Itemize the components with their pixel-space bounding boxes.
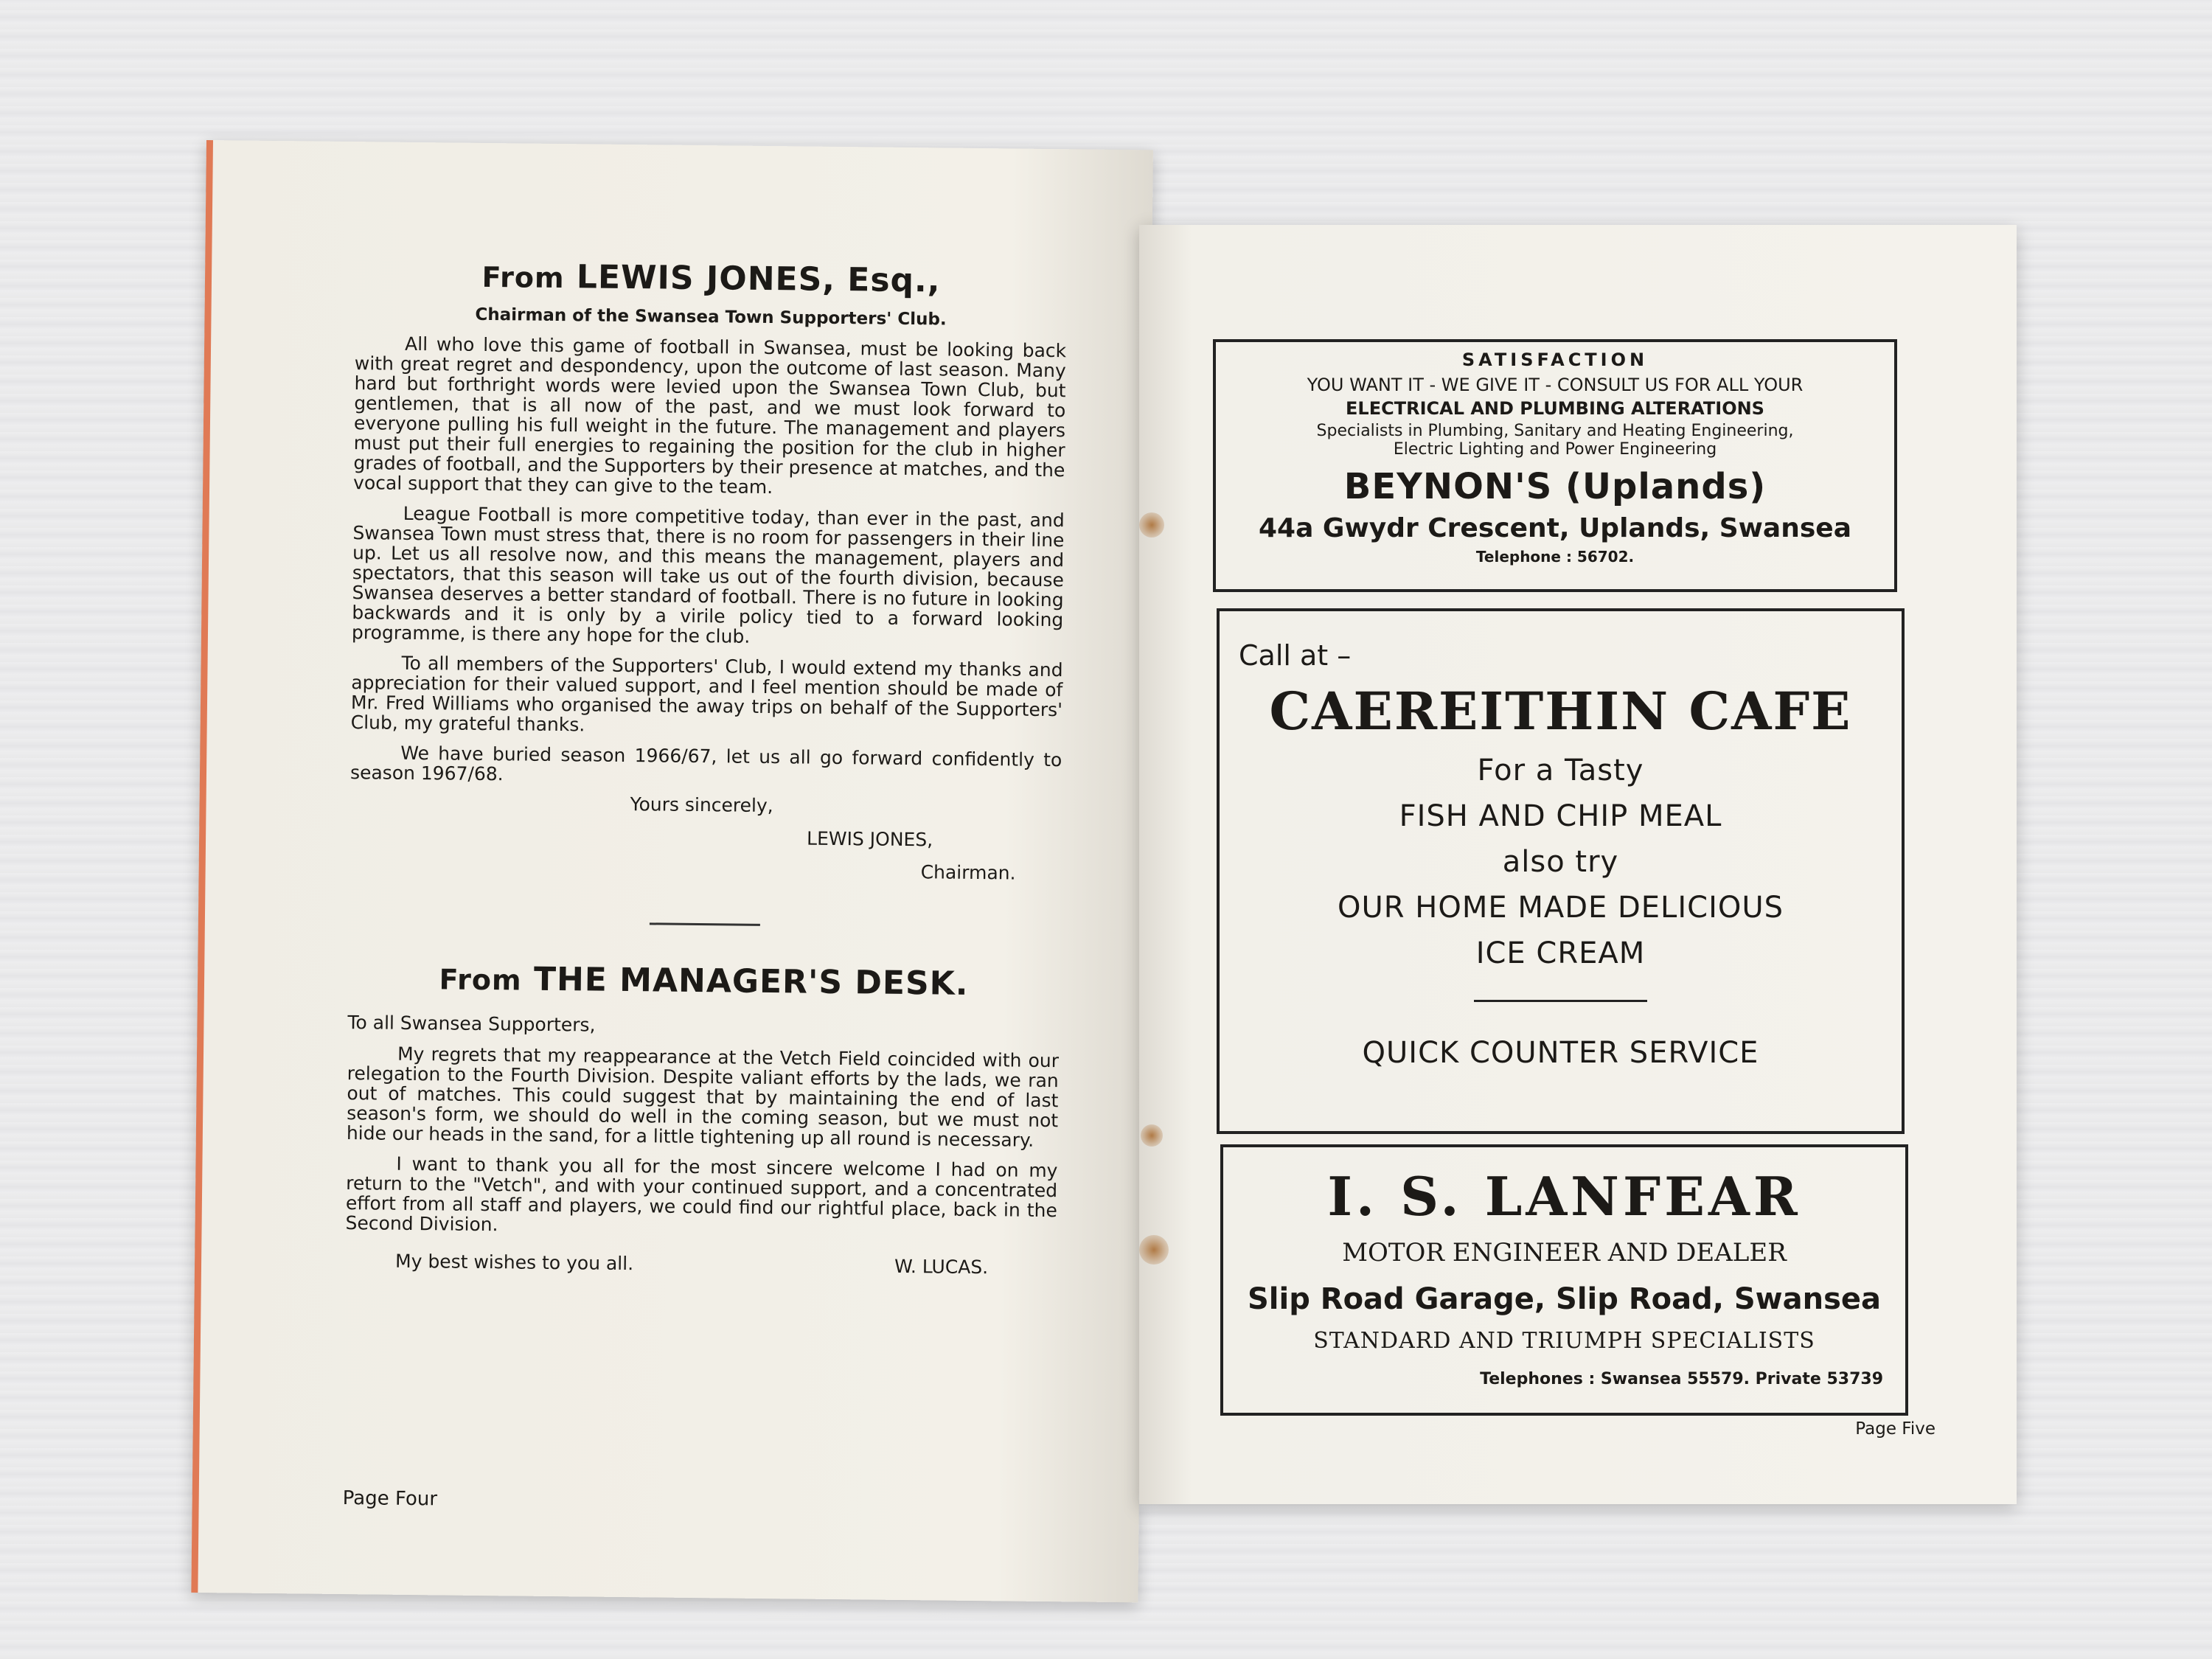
chairman-paragraph: League Football is more competitive today, than ever in the past, and Swansea Town must stress that, there is no room for passengers in their line up. Let us all resolve now, and this means the management, players and spectators, that this season will take us out of the fourth division, because Swansea deserves a better standard of football. There is no future in looking backwards and it is only by a virile policy tied to a forward looking programme, is there any hope for the club. bbox=[351, 502, 1065, 647]
ad1-address: 44a Gwydr Crescent, Uplands, Swansea bbox=[1259, 513, 1851, 543]
ad3-business-name: I. S. LANFEAR bbox=[1327, 1165, 1801, 1228]
ad2-line: FISH AND CHIP MEAL bbox=[1399, 799, 1722, 833]
ad2-line: also try bbox=[1502, 845, 1619, 879]
ad1-telephone: Telephone : 56702. bbox=[1475, 548, 1635, 566]
ad3-line: MOTOR ENGINEER AND DEALER bbox=[1342, 1238, 1787, 1267]
manager-signoff bbox=[345, 1245, 1057, 1289]
chairman-signature: LEWIS JONES, bbox=[806, 827, 933, 851]
chairman-heading-prefix: From bbox=[481, 260, 565, 295]
section-divider bbox=[649, 922, 759, 926]
ad1-line: ELECTRICAL AND PLUMBING ALTERATIONS bbox=[1346, 398, 1764, 419]
ad3-telephones: Telephones : Swansea 55579. Private 53739 bbox=[1480, 1370, 1883, 1388]
manager-paragraph: My regrets that my reappearance at the Vetch Field coincided with our relegation to the Fourth Division. Despite valiant efforts by the lads, we ran out of matches. This could suggest that by maintaining the end of last season's form, we should do well in the coming season, but we must not hide our heads in the sand, for a little tightening up all round is necessary. bbox=[346, 1043, 1060, 1151]
left-page-content bbox=[345, 256, 1068, 1289]
beynons-advert bbox=[1213, 339, 1897, 592]
ad2-line: ICE CREAM bbox=[1475, 936, 1646, 970]
ad2-line: OUR HOME MADE DELICIOUS bbox=[1337, 891, 1784, 925]
ad2-divider bbox=[1474, 1000, 1647, 1002]
manager-heading-title: THE MANAGER'S DESK. bbox=[533, 960, 969, 1003]
ad3-line: STANDARD AND TRIUMPH SPECIALISTS bbox=[1313, 1328, 1815, 1354]
ad1-line: Specialists in Plumbing, Sanitary and Heating Engineering, bbox=[1316, 422, 1794, 440]
ad1-line: YOU WANT IT - WE GIVE IT - CONSULT US FOR ALL YOUR bbox=[1307, 375, 1804, 395]
chairman-heading bbox=[355, 256, 1067, 301]
lanfear-advert bbox=[1220, 1144, 1908, 1416]
rust-stain bbox=[1139, 512, 1164, 538]
manager-paragraph: I want to thank you all for the most sincere welcome I had on my return to the "Vetch", and with your continued support, and a concentrated effort from all staff and players, we could find our rightful place, back in the Second Division. bbox=[345, 1152, 1058, 1236]
manager-closing: My best wishes to you all. bbox=[394, 1250, 634, 1275]
chairman-subheading: Chairman of the Swansea Town Supporters' Club. bbox=[475, 305, 947, 330]
ad2-footer: QUICK COUNTER SERVICE bbox=[1362, 1036, 1759, 1070]
caereithin-cafe-advert bbox=[1217, 608, 1905, 1134]
rust-stain bbox=[1141, 1124, 1163, 1147]
manager-signature: W. LUCAS. bbox=[894, 1255, 989, 1279]
manager-greeting: To all Swansea Supporters, bbox=[347, 1012, 596, 1036]
ad2-intro: Call at – bbox=[1239, 639, 1352, 672]
ad2-line: For a Tasty bbox=[1477, 754, 1644, 787]
chairman-heading-name: LEWIS JONES, Esq., bbox=[576, 258, 941, 300]
chairman-signature-title: Chairman. bbox=[920, 861, 1016, 884]
page-number-left: Page Four bbox=[342, 1487, 438, 1511]
page-number-right: Page Five bbox=[1855, 1419, 1935, 1439]
manager-heading bbox=[348, 959, 1060, 1004]
chairman-paragraph: We have buried season 1966/67, let us all go forward confidently to season 1967/68. bbox=[349, 742, 1062, 785]
ad1-line: Electric Lighting and Power Engineering bbox=[1393, 440, 1717, 459]
chairman-paragraph: All who love this game of football in Swansea, must be looking back with great regret and despondency, upon the outcome of last season. Many hard but forthright words were levied upon the Swansea Town Club, but gentlemen, that is all now of the past, and we must look forward to everyone pulling his full weight in the future. The management and players must put their full energies to regaining the position for the club in higher grades of football, and the Supporters by their presence at matches, and the vocal support that they can give to the team. bbox=[352, 333, 1067, 498]
ad1-business-name: BEYNON'S (Uplands) bbox=[1343, 466, 1767, 507]
rust-stain bbox=[1139, 1235, 1169, 1265]
manager-heading-prefix: From bbox=[439, 963, 522, 997]
ad3-address: Slip Road Garage, Slip Road, Swansea bbox=[1247, 1282, 1882, 1316]
chairman-paragraph: To all members of the Supporters' Club, I would extend my thanks and appreciation for their valued support, and I feel mention should be made of Mr. Fred Williams who organised the away trips on behalf of the Supporters' Club, my grateful thanks. bbox=[350, 652, 1063, 736]
ad2-business-name: CAEREITHIN CAFE bbox=[1269, 681, 1852, 742]
ad1-line-satisfaction: SATISFACTION bbox=[1461, 349, 1649, 370]
left-page bbox=[191, 140, 1153, 1602]
closing-line: Yours sincerely, bbox=[630, 793, 773, 817]
right-page bbox=[1139, 225, 2017, 1504]
